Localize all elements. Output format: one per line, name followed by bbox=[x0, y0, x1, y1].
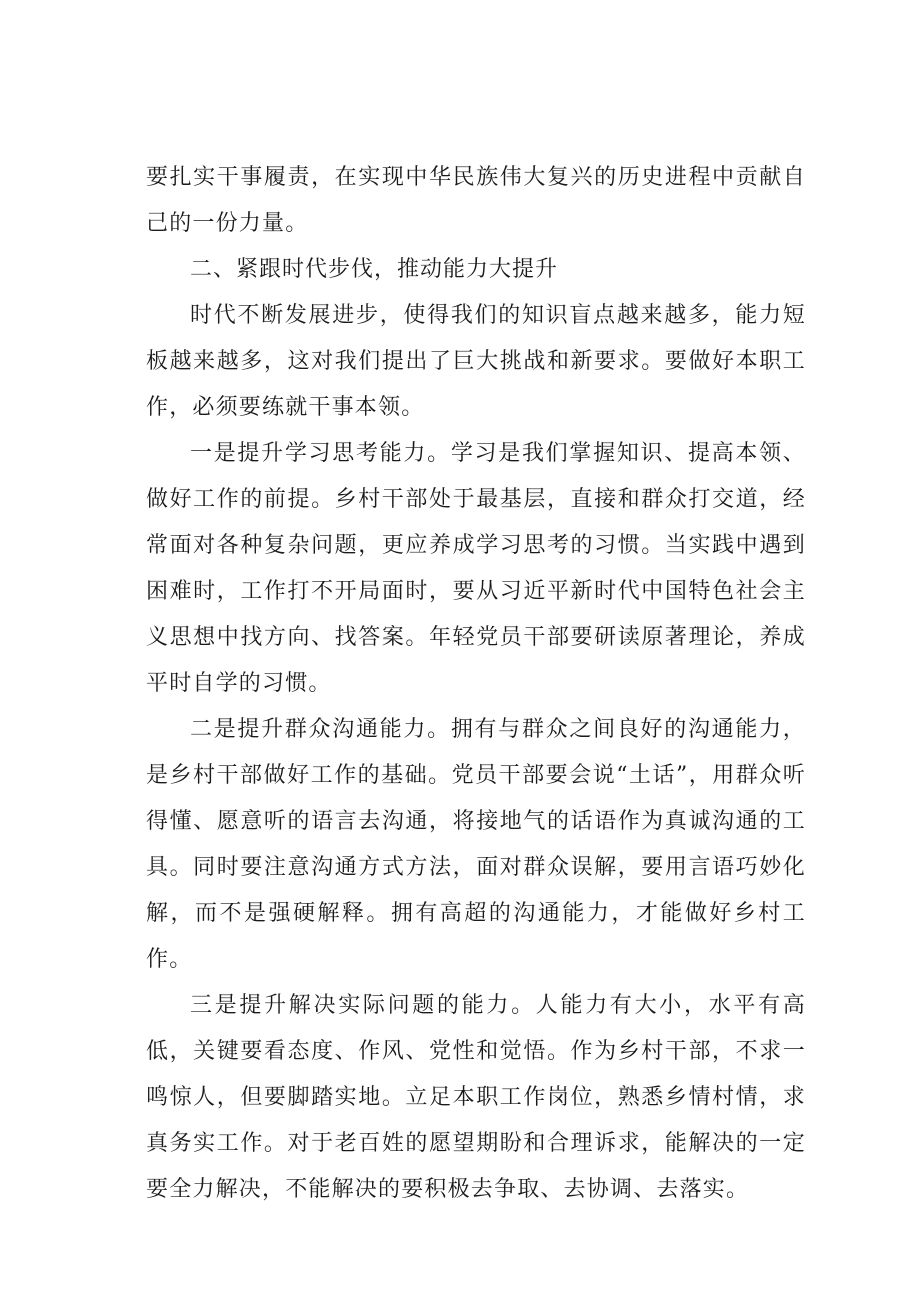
paragraph-problem-solving-ability: 三是提升解决实际问题的能力。人能力有大小，水平有高低，关键要看态度、作风、党性和觉悟。作为乡村干部，不求一鸣惊人，但要脚踏实地。立足本职工作岗位，熟悉乡情村情，求真务实工作。对于老百姓的愿望期盼和合理诉求，能解决的一定要全力解决，不能解决的要积极去争取、去协调、去落实。 bbox=[146, 993, 806, 1202]
paragraph-continued: 要扎实干事履责，在实现中华民族伟大复兴的历史进程中贡献自己的一份力量。 bbox=[146, 165, 806, 236]
paragraph-communication-ability: 二是提升群众沟通能力。拥有与群众之间良好的沟通能力，是乡村干部做好工作的基础。党员干部要会说“土话”，用群众听得懂、愿意听的语言去沟通，将接地气的话语作为真诚沟通的工具。同时要注意沟通方式方法，面对群众误解，要用言语巧妙化解，而不是强硬解释。拥有高超的沟通能力，才能做好乡村工作。 bbox=[146, 717, 806, 972]
paragraph-intro: 时代不断发展进步，使得我们的知识盲点越来越多，能力短板越来越多，这对我们提出了巨大挑战和新要求。要做好本职工作，必须要练就干事本领。 bbox=[146, 303, 806, 420]
document-page bbox=[146, 155, 806, 1213]
paragraph-learning-ability: 一是提升学习思考能力。学习是我们掌握知识、提高本领、做好工作的前提。乡村干部处于最基层，直接和群众打交道，经常面对各种复杂问题，更应养成学习思考的习惯。当实践中遇到困难时，工作打不开局面时，要从习近平新时代中国特色社会主义思想中找方向、找答案。年轻党员干部要研读原著理论，养成平时自学的习惯。 bbox=[146, 441, 806, 696]
section-heading: 二、紧跟时代步伐，推动能力大提升 bbox=[190, 257, 559, 282]
